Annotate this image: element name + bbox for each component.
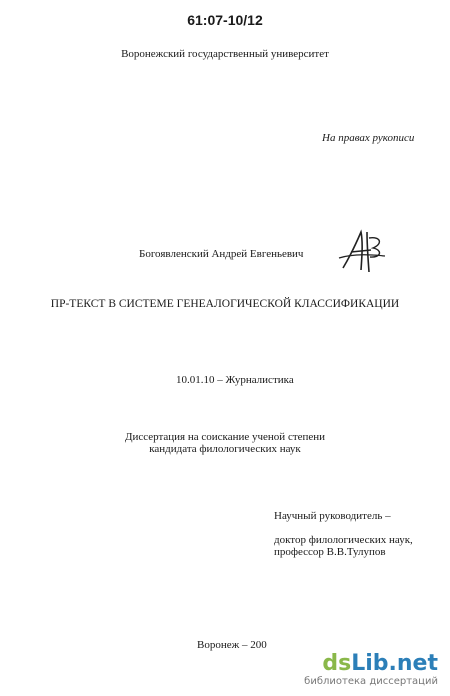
university-name: Воронежский государственный университет (121, 48, 329, 60)
dslib-tagline: библиотека диссертаций (304, 676, 438, 687)
rights-notice: На правах рукописи (322, 132, 415, 144)
specialty-code: 10.01.10 – Журналистика (176, 374, 294, 386)
author-signature (337, 228, 387, 276)
author-name: Богоявленский Андрей Евгеньевич (139, 248, 304, 260)
dslib-watermark (304, 652, 438, 688)
dissertation-title: ПР-ТЕКСТ В СИСТЕМЕ ГЕНЕАЛОГИЧЕСКОЙ КЛАССИФИКАЦИИ (50, 298, 400, 310)
advisor-name: профессор В.В.Тулупов (274, 546, 386, 558)
advisor-degree: доктор филологических наук, (274, 534, 413, 546)
advisor-label: Научный руководитель – (274, 510, 391, 522)
degree-line-2: кандидата филологических наук (149, 443, 301, 455)
dslib-logo-ds: ds (322, 651, 352, 676)
dslib-logo-lib: Lib.net (351, 651, 438, 676)
archive-code: 61:07-10/12 (187, 12, 263, 28)
dslib-logo (304, 652, 438, 676)
city-year: Воронеж – 200 (197, 639, 267, 651)
degree-line-1: Диссертация на соискание ученой степени (124, 431, 326, 443)
